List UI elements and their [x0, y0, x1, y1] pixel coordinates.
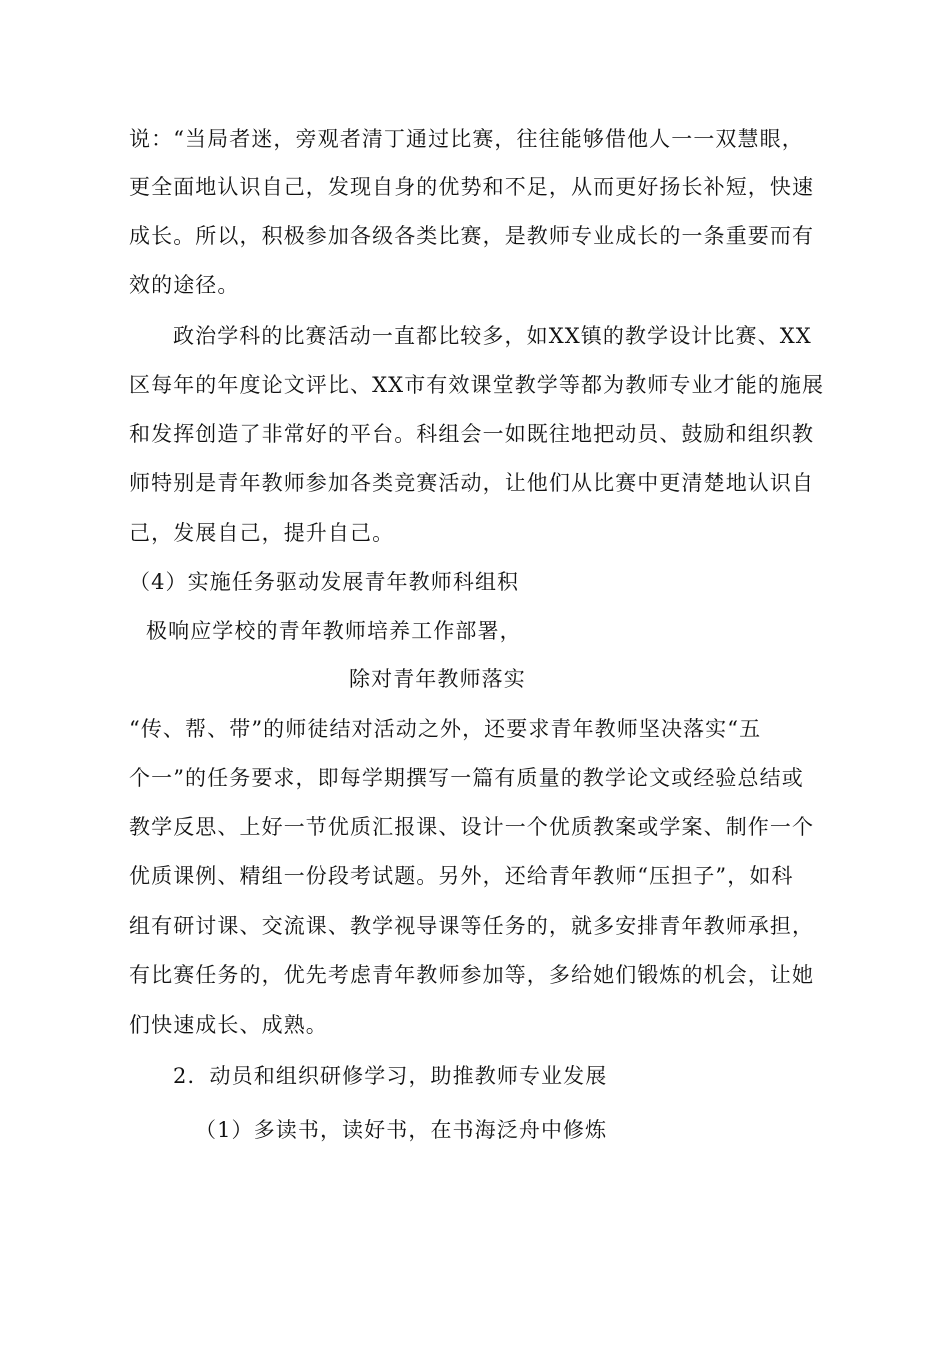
paragraph-3-line-3: 教学反思、上好一节优质汇报课、设计一个优质教案或学案、制作一个 — [129, 815, 815, 839]
paragraph-1-line-2: 更全面地认识自己，发现自身的优势和不足，从而更好扬长补短，快速 — [129, 175, 815, 199]
paragraph-1-line-1: 说：“当局者迷，旁观者清丁通过比赛，往往能够借他人一一双慧眼， — [129, 127, 804, 151]
subsection-1-heading: （1）多读书，读好书，在书海泛舟中修炼 — [195, 1118, 608, 1142]
paragraph-1-line-4: 效的途径。 — [129, 273, 240, 297]
paragraph-3-line-5: 组有研讨课、交流课、教学视导课等任务的，就多安排青年教师承担， — [129, 914, 815, 938]
paragraph-2-line-2: 区每年的年度论文评比、XX市有效课堂教学等都为教师专业才能的施展 — [129, 373, 825, 397]
paragraph-3-line-4: 优质课例、精组一份段考试题。另外，还给青年教师“压担子”，如科 — [129, 864, 794, 888]
paragraph-3-center-line: 除对青年教师落实 — [349, 667, 526, 691]
section-2-heading: 2．动员和组织研修学习，助推教师专业发展 — [173, 1064, 608, 1088]
paragraph-3-intro: 极响应学校的青年教师培养工作部署， — [146, 619, 522, 643]
paragraph-2-line-1: 政治学科的比赛活动一直都比较多，如XX镇的教学设计比赛、XX — [173, 324, 812, 348]
paragraph-2-line-4: 师特别是青年教师参加各类竞赛活动，让他们从比赛中更清楚地认识自 — [129, 471, 815, 495]
paragraph-3-line-1: “传、帮、带”的师徒结对活动之外，还要求青年教师坚决落实“五 — [129, 717, 762, 741]
heading-4: （4）实施任务驱动发展青年教师科组积 — [129, 570, 520, 594]
paragraph-1-line-3: 成长。所以，积极参加各级各类比赛，是教师专业成长的一条重要而有 — [129, 224, 815, 248]
paragraph-3-line-6: 有比赛任务的，优先考虑青年教师参加等，多给她们锻炼的机会，让她 — [129, 963, 815, 987]
paragraph-3-line-2: 个一”的任务要求，即每学期撰写一篇有质量的教学论文或经验总结或 — [129, 766, 804, 790]
paragraph-2-line-3: 和发挥创造了非常好的平台。科组会一如既往地把动员、鼓励和组织教 — [129, 422, 815, 446]
paragraph-3-line-7: 们快速成长、成熟。 — [129, 1013, 328, 1037]
paragraph-2-line-5: 己，发展自己，提升自己。 — [129, 521, 395, 545]
